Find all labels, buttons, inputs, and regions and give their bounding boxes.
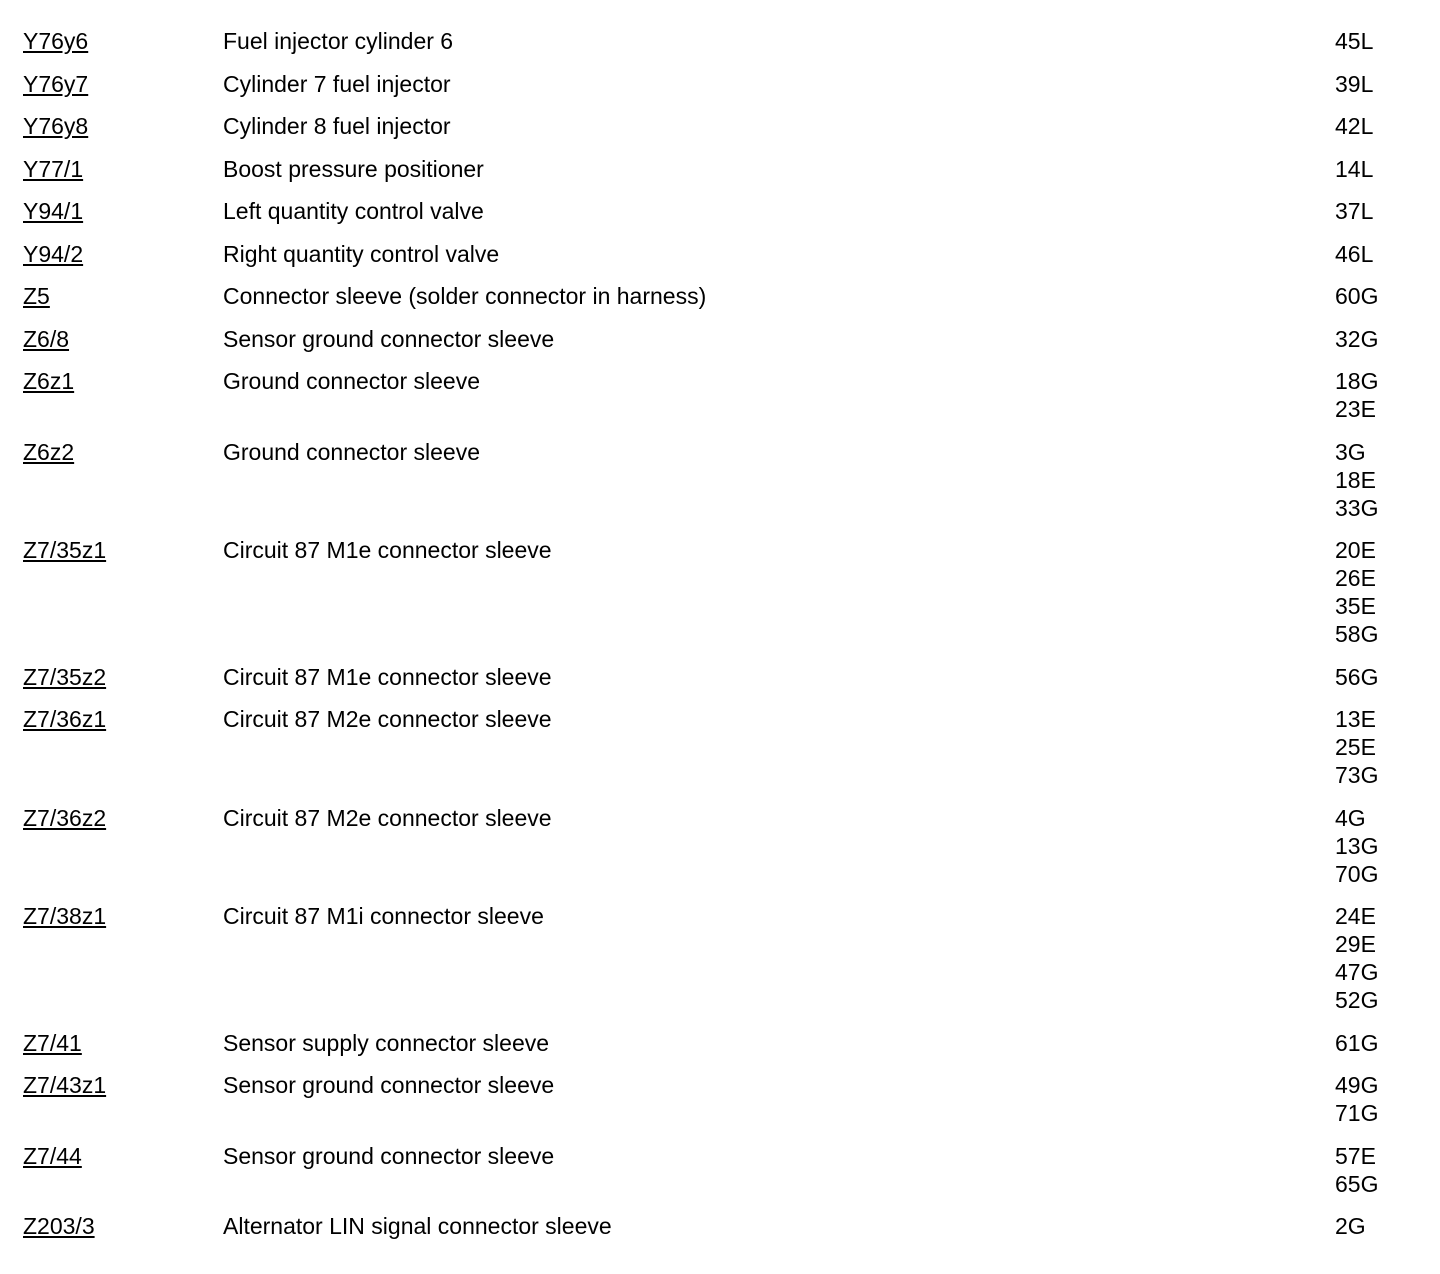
component-description: Sensor ground connector sleeve [223,1072,555,1098]
grid-location: 33G [1335,494,1379,521]
component-description: Left quantity control valve [223,198,484,224]
grid-location: 47G [1335,959,1379,985]
component-code-link[interactable]: Z6z1 [23,368,75,394]
table-row [23,902,1423,1014]
grid-location: 58G [1335,621,1379,647]
grid-location: 2G [1335,1213,1366,1239]
grid-location: 45L [1335,28,1374,54]
grid-location: 70G [1335,860,1379,887]
component-code-link[interactable]: Z5 [23,283,50,309]
component-description: Cylinder 7 fuel injector [223,70,451,97]
table-row [23,367,1423,423]
component-index-table [23,27,1423,1255]
grid-location: 13G [1335,832,1379,859]
grid-location: 57E [1335,1142,1376,1169]
grid-locations [1335,155,1373,183]
grid-locations [1335,438,1378,522]
grid-location: 32G [1335,325,1379,352]
component-description: Sensor ground connector sleeve [223,1142,555,1169]
table-row [23,1142,1423,1198]
table-row [23,536,1423,648]
grid-location: 56G [1335,663,1379,690]
component-code-link[interactable]: Y94/1 [23,198,84,224]
table-row [23,325,1423,353]
table-row [23,705,1423,789]
grid-locations [1335,282,1378,310]
component-description: Circuit 87 M1i connector sleeve [223,903,544,929]
grid-location: 49G [1335,1072,1379,1098]
grid-location: 18G [1335,368,1379,394]
grid-location: 13E [1335,706,1376,732]
grid-location: 71G [1335,1100,1379,1126]
component-code-link[interactable]: Z203/3 [23,1213,95,1239]
grid-location: 20E [1335,537,1376,563]
table-row [23,804,1423,888]
grid-location: 24E [1335,903,1376,929]
component-code-link[interactable]: Z6/8 [23,325,70,352]
component-code-link[interactable]: Z7/35z2 [23,663,107,690]
grid-location: 23E [1335,396,1376,422]
grid-locations [1335,1029,1378,1057]
component-code-link[interactable]: Z7/36z1 [23,706,107,732]
grid-location: 18E [1335,466,1376,493]
table-row [23,240,1423,268]
component-code-link[interactable]: Y76y8 [23,113,89,139]
component-code-link[interactable]: Z7/41 [23,1029,82,1056]
grid-location: 39L [1335,70,1374,97]
grid-location: 37L [1335,198,1374,224]
component-code-link[interactable]: Z7/43z1 [23,1072,107,1098]
grid-locations [1335,197,1373,225]
table-row [23,155,1423,183]
component-code-link[interactable]: Y94/2 [23,240,84,267]
component-description: Ground connector sleeve [223,438,480,465]
component-code-link[interactable]: Y77/1 [23,155,84,182]
table-row [23,112,1423,140]
component-description: Alternator LIN signal connector sleeve [223,1213,612,1239]
component-description: Cylinder 8 fuel injector [223,113,451,139]
table-row [23,70,1423,98]
component-description: Boost pressure positioner [223,155,484,182]
component-description: Connector sleeve (solder connector in harness) [223,283,707,309]
grid-locations [1335,1142,1378,1198]
component-description: Circuit 87 M1e connector sleeve [223,537,552,563]
grid-location: 25E [1335,734,1376,760]
grid-location: 52G [1335,987,1379,1013]
component-description: Circuit 87 M1e connector sleeve [223,663,552,690]
grid-locations [1335,70,1373,98]
component-code-link[interactable]: Z7/38z1 [23,903,107,929]
grid-location: 61G [1335,1029,1379,1056]
grid-location: 3G [1335,438,1366,465]
component-code-link[interactable]: Z6z2 [23,438,75,465]
table-row [23,27,1423,55]
grid-locations [1335,325,1378,353]
table-row [23,1212,1423,1240]
component-description: Right quantity control valve [223,240,500,267]
component-description: Sensor ground connector sleeve [223,325,555,352]
component-description: Ground connector sleeve [223,368,480,394]
grid-locations [1335,536,1378,648]
component-description: Circuit 87 M2e connector sleeve [223,804,552,831]
grid-location: 26E [1335,565,1376,591]
grid-location: 14L [1335,155,1374,182]
component-code-link[interactable]: Y76y7 [23,70,89,97]
grid-location: 4G [1335,804,1366,831]
table-row [23,1029,1423,1057]
grid-locations [1335,112,1373,140]
component-code-link[interactable]: Y76y6 [23,28,89,54]
table-row [23,282,1423,310]
grid-location: 73G [1335,762,1379,788]
component-description: Fuel injector cylinder 6 [223,28,454,54]
component-description: Sensor supply connector sleeve [223,1029,550,1056]
grid-locations [1335,1071,1378,1127]
grid-locations [1335,663,1378,691]
table-row [23,197,1423,225]
grid-location: 60G [1335,283,1379,309]
grid-location: 42L [1335,113,1374,139]
grid-location: 29E [1335,931,1376,957]
grid-location: 65G [1335,1170,1379,1197]
grid-locations [1335,705,1378,789]
component-code-link[interactable]: Z7/44 [23,1142,82,1169]
table-row [23,663,1423,691]
grid-locations [1335,27,1373,55]
grid-locations [1335,367,1378,423]
component-code-link[interactable]: Z7/36z2 [23,804,107,831]
grid-locations [1335,804,1378,888]
grid-locations [1335,1212,1366,1240]
grid-locations [1335,240,1373,268]
table-row [23,438,1423,522]
table-row [23,1071,1423,1127]
grid-location: 46L [1335,240,1374,267]
component-description: Circuit 87 M2e connector sleeve [223,706,552,732]
component-code-link[interactable]: Z7/35z1 [23,537,107,563]
grid-locations [1335,902,1378,1014]
grid-location: 35E [1335,593,1376,619]
